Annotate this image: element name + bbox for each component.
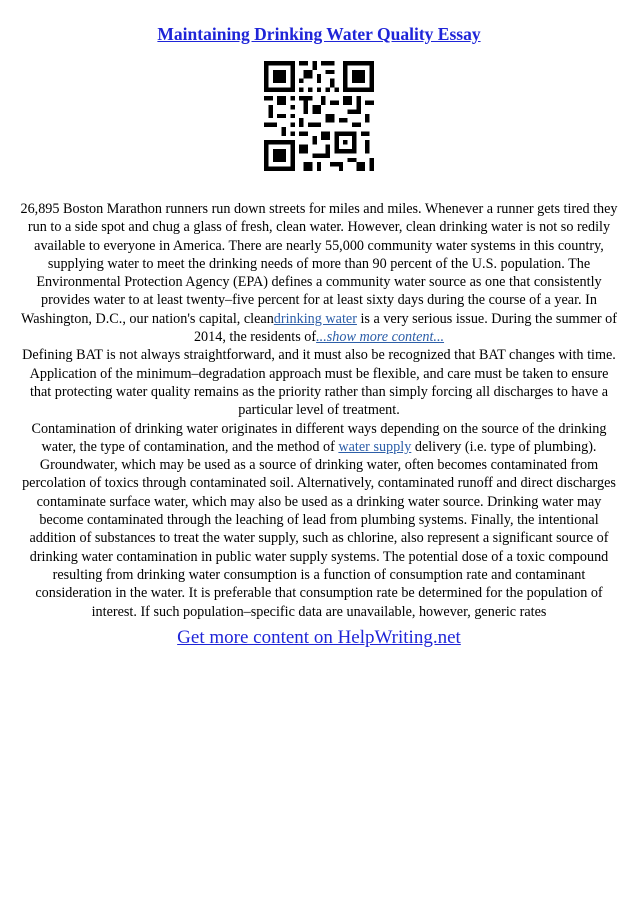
drinking-water-link[interactable]: drinking water (273, 310, 357, 327)
water-supply-link[interactable]: water supply (338, 438, 412, 455)
paragraph-text: delivery (i.e. type of plumbing). Groundwater, which may be used as a source of drinking water, often becomes contaminated from percolation of toxics through contaminated soil. Alternatively, contaminated runoff and direct discharges contaminate surface water, which may also be used as a drinking water source. Drinking water may become contaminated through the leaching of lead from plumbing systems. Finally, the intentional addition of substances to treat the water supply, such as chlorine, also represent a significant source of drinking water contamination in public water supply systems. The potential dose of a toxic compound resulting from drinking water consumption is a function of consumption rate and contaminant consideration in the water. It is preferable that consumption rate be determined for the population of interest. If such population–specific data are unavailable, however, generic rates (22, 438, 616, 620)
page-title[interactable]: Maintaining Drinking Water Quality Essay (157, 24, 481, 44)
essay-body (20, 200, 618, 621)
qr-code-icon (264, 61, 374, 171)
paragraph-text: 26,895 Boston Marathon runners run down streets for miles and miles. Whenever a runner gets tired they run to a side spot and chug a glass of fresh, clean water. However, clean drinking water is not so redily available to everyone in America. There are nearly 55,000 community water systems in this country, supplying water to meet the drinking needs of more than 90 percent of the U.S. population. The Environmental Protection Agency (EPA) defines a community water source as one that consistently provides water to at least twenty–five percent for at least sixty days during the course of a year. In Washington, D.C., our nation's capital, clean (20, 201, 618, 327)
essay-paragraph-3 (20, 420, 618, 621)
show-more-link[interactable]: ...show more content... (316, 329, 445, 346)
essay-paragraph-2: Defining BAT is not always straightforward, and it must also be recognized that BAT changes with time. Application of the minimum–degradation approach must be flexible, and care must be taken to ensure that protecting water quality remains as the priority rather than simply forcing all discharges to have a particular level of treatment. (22, 347, 616, 419)
essay-paragraph-1 (20, 200, 618, 346)
paragraph-text: is a very serious issue. During the summer of 2014, the residents of (193, 310, 617, 346)
paragraph-text: Contamination of drinking water originates in different ways depending on the source of the drinking water, the type of contamination, and the method of (31, 420, 607, 455)
get-more-content-link[interactable]: Get more content on HelpWriting.net (177, 627, 461, 648)
